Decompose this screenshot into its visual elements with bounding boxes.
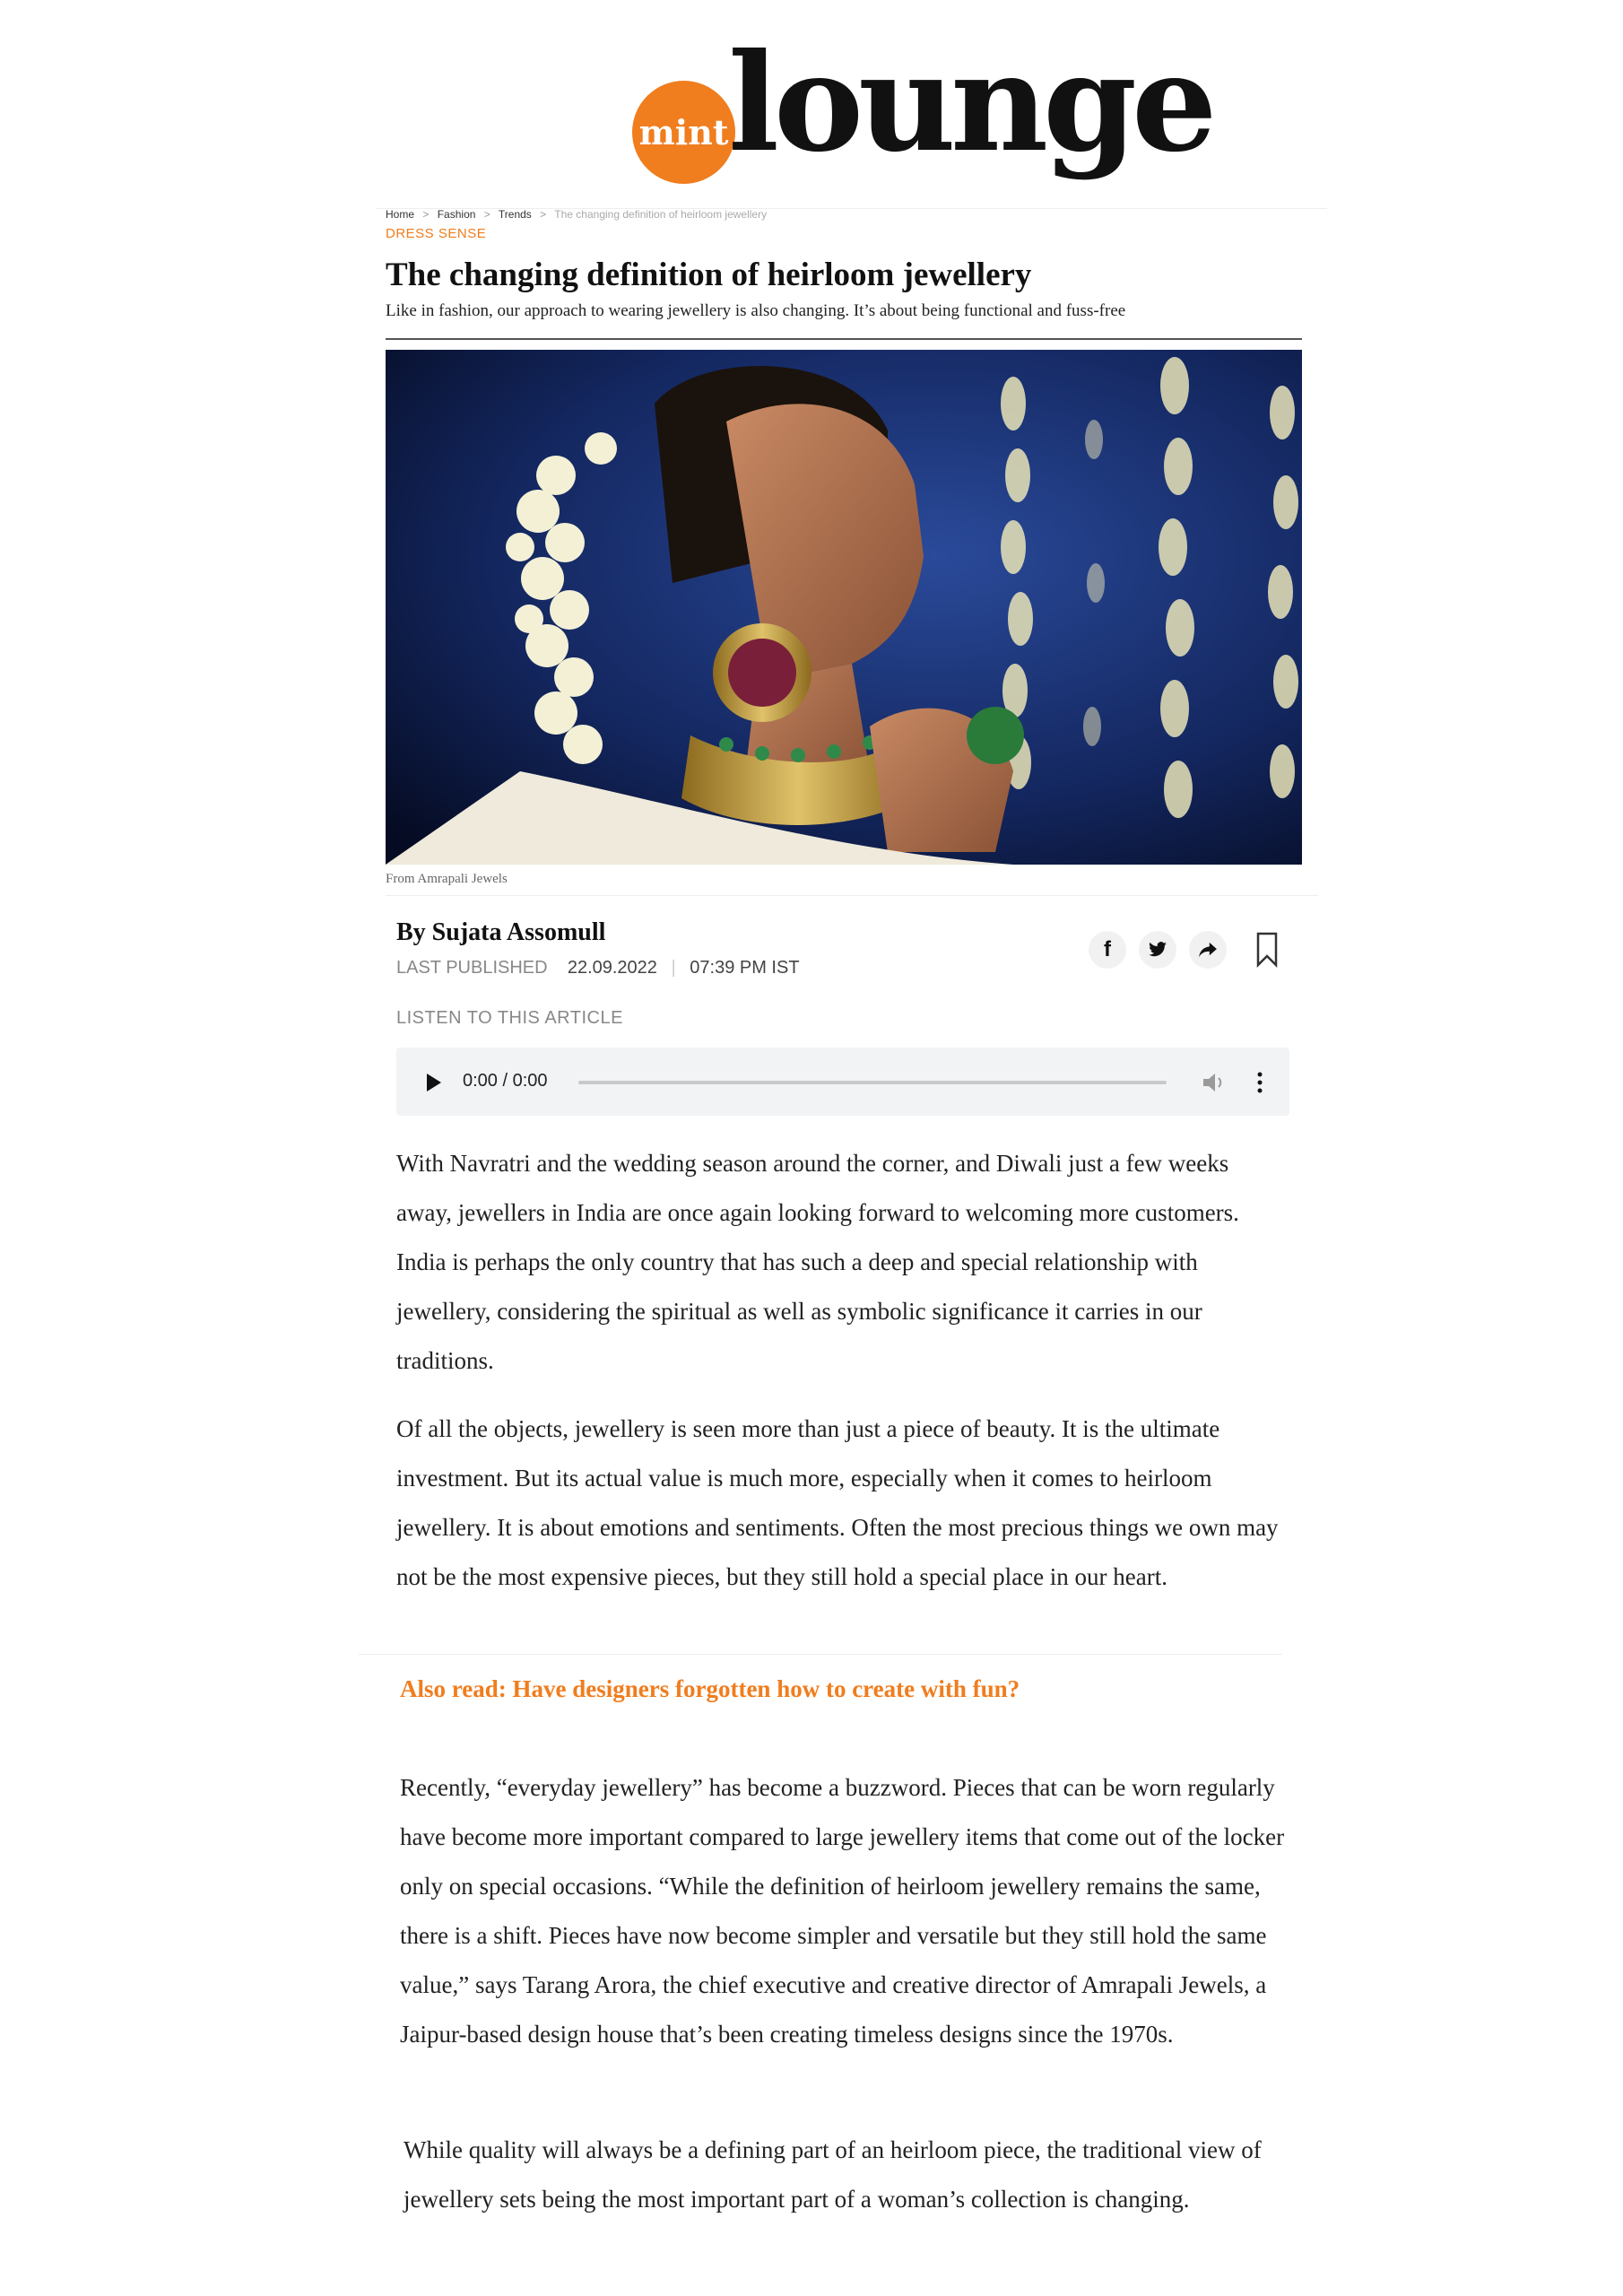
breadcrumb [386, 208, 772, 221]
facebook-icon: f [1104, 937, 1111, 961]
share-button[interactable] [1189, 931, 1227, 969]
volume-icon[interactable] [1200, 1069, 1227, 1096]
article-subtitle: Like in fashion, our approach to wearing jewellery is also changing. It’s about being functional and fuss-free [386, 301, 1126, 320]
breadcrumb-trends[interactable]: Trends [498, 208, 532, 221]
mint-lounge-logo[interactable] [628, 24, 1212, 197]
article-paragraph-4: While quality will always be a defining part of an heirloom piece, the traditional view of jewellery sets being the most important part of a woman’s collection is changing. [404, 2136, 1262, 2213]
article-paragraph-3: Recently, “everyday jewellery” has become a buzzword. Pieces that can be worn regularly have become more important compared to large jewellery items that come out of the locker only on special occasions. “While the definition of heirloom jewellery remains the same, there is a shift. Pieces have now become simpler and versatile but they still hold the same value,” says Tarang Arora, the chief executive and creative director of Amrapali Jewels, a Jaipur-based design house that’s been creating timeless designs since the 1970s. [400, 1774, 1285, 2048]
breadcrumb-separator: > [422, 208, 430, 221]
audio-player [396, 1048, 1289, 1116]
also-read-divider [359, 1654, 1282, 1655]
publish-date: 22.09.2022 [567, 958, 657, 978]
twitter-icon [1148, 942, 1167, 958]
author-byline[interactable]: By Sujata Assomull [396, 918, 606, 946]
caption-divider [386, 895, 1318, 896]
play-icon[interactable] [427, 1074, 441, 1091]
listen-label: LISTEN TO THIS ARTICLE [396, 1008, 623, 1028]
image-caption: From Amrapali Jewels [386, 872, 508, 886]
breadcrumb-current: The changing definition of heirloom jewellery [554, 208, 768, 221]
section-label[interactable]: DRESS SENSE [386, 226, 487, 241]
breadcrumb-separator: > [483, 208, 490, 221]
logo-prefix: mint [638, 112, 729, 152]
article-paragraph-2: Of all the objects, jewellery is seen more than just a piece of beauty. It is the ultimate investment. But its actual value is much more, especially when it comes to heirloom jewellery. It is about emotions and sentiments. Often the most precious things we own may not be the most expensive pieces, but they still hold a special place in our heart. [396, 1415, 1279, 1590]
facebook-share-button[interactable] [1089, 931, 1126, 969]
also-read-link[interactable]: Also read: Have designers forgotten how to create with fun? [400, 1675, 1020, 1702]
logo-word: lounge [728, 24, 1212, 182]
audio-seek-bar[interactable] [578, 1081, 1167, 1084]
article-paragraph-1: With Navratri and the wedding season around the corner, and Diwali just a few weeks away, jewellers in India are once again looking forward to welcoming more customers. India is perhaps the only country that has such a deep and special relationship with jewellery, considering the spiritual as well as symbolic significance it carries in our traditions. [396, 1150, 1239, 1374]
breadcrumb-separator: > [540, 208, 547, 221]
mint-logo-badge [632, 81, 735, 184]
publish-meta [396, 958, 800, 978]
share-icon [1198, 942, 1218, 958]
article-title: The changing definition of heirloom jewellery [386, 257, 1032, 293]
more-options-icon[interactable] [1255, 1069, 1264, 1096]
bookmark-icon[interactable] [1254, 931, 1280, 969]
publish-time: 07:39 PM IST [690, 958, 800, 978]
breadcrumb-fashion[interactable]: Fashion [437, 208, 476, 221]
breadcrumb-home[interactable]: Home [386, 208, 415, 221]
audio-time: 0:00 / 0:00 [463, 1071, 548, 1091]
meta-separator: | [671, 958, 676, 978]
hero-illustration [386, 350, 1302, 865]
last-published-label: LAST PUBLISHED [396, 958, 548, 978]
twitter-share-button[interactable] [1139, 931, 1176, 969]
hero-image [386, 350, 1302, 865]
title-divider [386, 338, 1302, 340]
